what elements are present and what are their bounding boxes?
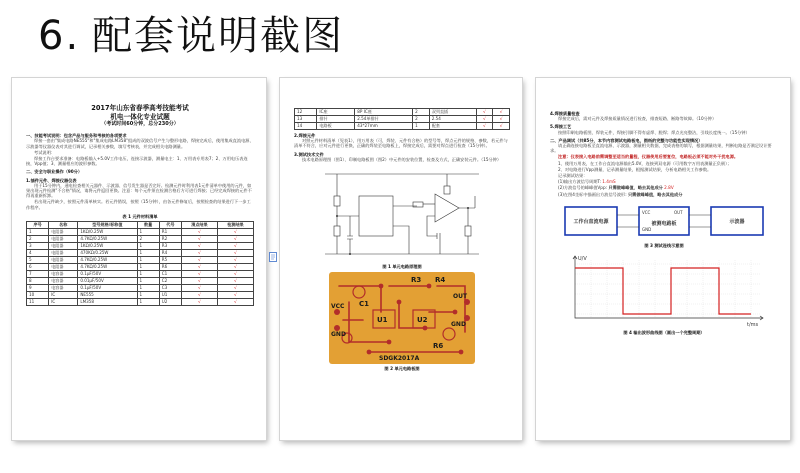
check-cell: √ — [181, 250, 217, 257]
table-cell: 8 — [27, 278, 49, 285]
check-cell: √ — [217, 264, 253, 271]
check-cell: √ — [217, 285, 253, 292]
question-3: (3)在图4坐标中描画出方波信号波形: 只需做峰峰值，略去其他成分 — [558, 191, 683, 197]
table-row — [27, 285, 254, 292]
figure-caption: 图 4 输出波形曲线图（画出一个完整周期） — [623, 330, 705, 336]
component-table — [26, 221, 254, 306]
table-header: 名称 — [49, 222, 78, 229]
pin-gnd-label: GND — [642, 226, 652, 232]
paragraph: 焊接完成后，需对元件及焊接质量情况进行检查，排查短路、断路等故障。（10分钟） — [558, 116, 717, 122]
waveform-plot — [561, 254, 767, 328]
table-cell: C3 — [159, 285, 181, 292]
table-cell: R5 — [159, 257, 181, 264]
table-cell: 电阻器 — [49, 243, 78, 250]
answer-vpp: 2.8V — [664, 185, 674, 191]
table-cell: 4.7KΩ/0.25W — [78, 257, 137, 264]
pin-out-label: OUT — [674, 209, 683, 215]
pcb-label-r3: R3 — [411, 276, 422, 285]
table-cell: 12 — [295, 109, 317, 116]
check-cell: √ — [217, 236, 253, 243]
answer-period: 1.4mS — [602, 179, 616, 185]
check-cell: √ — [181, 285, 217, 292]
table-cell: 1KΩ/0.25W — [78, 229, 137, 236]
check-cell: √ — [493, 109, 510, 116]
table-cell: 10 — [27, 292, 49, 299]
document-page-2 — [280, 78, 522, 440]
table-cell: 1 — [137, 257, 159, 264]
table-cell: 4.7KΩ/0.25W — [78, 264, 137, 271]
table-row — [295, 123, 510, 130]
section-heading: 2.焊接元件 — [294, 133, 316, 138]
table-cell: 电阻器 — [49, 229, 78, 236]
table-header: 型号规格/标称值 — [78, 222, 137, 229]
check-cell: √ — [217, 271, 253, 278]
table-cell: 电容器 — [49, 285, 78, 292]
table-row — [295, 116, 510, 123]
table-cell: 1 — [137, 264, 159, 271]
table-cell: 1 — [137, 271, 159, 278]
table-cell: 43*27mm — [355, 123, 413, 130]
section-heading: 二、产品调试（共85分，本节内容测试电路板电，图纸的完整与功能性实现情况） — [550, 137, 703, 143]
pcb-label-out: OUT — [453, 293, 468, 301]
table-cell: 配套 — [429, 123, 476, 130]
document-icon — [269, 252, 277, 262]
table-row — [27, 257, 254, 264]
table-cell: C1 — [159, 271, 181, 278]
table-cell: 4.7KΩ/0.25W — [78, 236, 137, 243]
table-cell: 1 — [137, 292, 159, 299]
box-power-label: 工作台直流电源 — [573, 218, 609, 225]
table-cell: 6 — [27, 264, 49, 271]
pcb-label-gnd: GND — [331, 331, 346, 339]
check-cell: √ — [217, 229, 253, 236]
box-scope-label: 示波器 — [729, 218, 745, 225]
table-cell: 3 — [27, 243, 49, 250]
table-row — [27, 299, 254, 306]
check-cell: √ — [476, 116, 493, 123]
pcb-label-r4: R4 — [435, 276, 446, 285]
table-cell: U2 — [159, 299, 181, 306]
pin-vcc-label: VCC — [642, 209, 651, 215]
slide-title — [38, 13, 345, 59]
table-cell: 1 — [137, 250, 159, 257]
check-cell: √ — [181, 271, 217, 278]
pcb-label-u2: U2 — [417, 316, 428, 325]
table-row — [27, 250, 254, 257]
table-cell: U1 — [159, 292, 181, 299]
paragraph: 技术电路原理图（图1）、印制电路板图（图2）中元件的安装位置，检查及方式，正确安装元件。（15分钟） — [302, 156, 502, 162]
check-cell: √ — [493, 116, 510, 123]
x-axis-label: t/ms — [747, 322, 759, 329]
table-cell: 11 — [27, 299, 49, 306]
check-cell: √ — [217, 299, 253, 306]
table-cell: 1 — [137, 285, 159, 292]
pcb-label-date: SDGK2017A — [379, 355, 420, 363]
check-cell: √ — [181, 243, 217, 250]
table-cell: 1KΩ/0.25W — [78, 243, 137, 250]
table-cell: IC座 — [317, 109, 355, 116]
paragraph: 考试说明： — [34, 149, 55, 155]
table-row — [27, 271, 254, 278]
check-cell: √ — [217, 243, 253, 250]
square-wave-trace — [575, 268, 751, 314]
check-cell: √ — [181, 278, 217, 285]
table-header: 代号 — [159, 222, 181, 229]
box-board-label: 被测电路板 — [651, 220, 677, 227]
document-page-3 — [536, 78, 790, 440]
table-cell: 0.1μF/50V — [78, 271, 137, 278]
figure-caption: 图 2 单元电路板图 — [384, 366, 420, 372]
table-cell: 1 — [137, 229, 159, 236]
figure-caption: 图 3 测试连线示意图 — [644, 242, 684, 248]
component-table-continued — [294, 108, 510, 130]
table-cell: 14 — [295, 123, 317, 130]
section-heading: 4.焊接质量检查 — [550, 111, 580, 116]
table-cell: R6 — [159, 264, 181, 271]
table-cell: R3 — [159, 243, 181, 250]
slide-title-text: 配套说明截图 — [92, 13, 345, 59]
table-header: 检测结果 — [217, 222, 253, 229]
check-cell: √ — [181, 264, 217, 271]
section-heading: 3.测试技术文件 — [294, 151, 324, 157]
table-cell: 电容器 — [49, 271, 78, 278]
check-cell: √ — [217, 278, 253, 285]
table-cell: 电路板 — [317, 123, 355, 130]
section-heading: 1.插件元件、焊接仪器仪表 — [26, 177, 77, 183]
warning-text: 注意：仪表接入电路前需调整至适当的量程，仪器使用后要复位，电路板必须不能对外干扰电源。 — [558, 154, 739, 160]
check-cell: √ — [476, 109, 493, 116]
pcb-label-c1: C1 — [359, 300, 370, 309]
paragraph: 请正确连接电路板至直流电源、示波器，测量相关数据，完成表格的填写，根据测量结果，判断电路是否满足设计要求。 — [550, 143, 772, 154]
table-header: 序号 — [27, 222, 49, 229]
table-row — [27, 278, 254, 285]
table-cell: 电阻器 — [49, 264, 78, 271]
table-row — [27, 229, 254, 236]
table-cell: C2 — [159, 278, 181, 285]
check-cell: √ — [493, 123, 510, 130]
check-cell: √ — [217, 257, 253, 264]
table-row — [295, 109, 510, 116]
document-page-1 — [12, 78, 266, 440]
paragraph: 焊接一套由"集成电路NE555"和"集成电路LM358"组成的双波信号产生与整形电路，焊接完成后，使用集成直流电源、示波器等仪器仪表对其进行调试，记录相关参数，填写考核表，并完成相关电路测量。 — [26, 138, 254, 149]
table-cell: 2 — [413, 109, 430, 116]
check-cell: √ — [476, 123, 493, 130]
table-cell: 1 — [137, 243, 159, 250]
table-cell: 0.01μF/50V — [78, 278, 137, 285]
table-cell: 电阻器 — [49, 250, 78, 257]
circuit-schematic — [317, 166, 487, 262]
paragraph: 用于15分钟内，通电检查相关元器件、示波器、信号发生器是否完好。检测元件时利用表1元件清单中使用的元件，如果出现元件检测"不合格"情况，请将元件返回更换。注意：每个元件须在检测合格后方可进行焊接；已经完成焊接的元件不得再重新拆卸。 — [26, 182, 252, 199]
table-cell: 1 — [27, 229, 49, 236]
paragraph: 记录测试结果： — [558, 173, 588, 179]
table-cell: 9 — [27, 285, 49, 292]
check-cell: √ — [181, 236, 217, 243]
pcb-layout-image — [329, 272, 475, 364]
check-cell: √ — [181, 299, 217, 306]
section-heading: 5.焊接工艺 — [550, 124, 572, 130]
section-heading: 一、技能考试说明：包含产品与服务和考核的各项要求 — [26, 133, 127, 139]
check-cell: √ — [181, 257, 217, 264]
table-cell: 7 — [27, 271, 49, 278]
paragraph: 焊接工作台要求准备：电路板输入+5.0V工作电压，连接示波器，测量电主：1、万用表专用表7；2、万用电压表连接，Vpp值；3、测量相应的波形参数。 — [26, 156, 248, 167]
connection-diagram — [561, 201, 767, 241]
pcb-label-gnd-right: GND — [451, 321, 466, 329]
table-cell: 1 — [413, 123, 430, 130]
table-cell: 13 — [295, 116, 317, 123]
table-cell: LM358 — [78, 299, 137, 306]
table-cell: NE555 — [78, 292, 137, 299]
table-cell: 2 — [27, 236, 49, 243]
table-row — [27, 236, 254, 243]
table-cell: 8P IC座 — [355, 109, 413, 116]
table-cell: R2 — [159, 236, 181, 243]
table-cell: 1 — [137, 278, 159, 285]
table-header: 清点结果 — [181, 222, 217, 229]
table-cell: 470KΩ/0.25W — [78, 250, 137, 257]
exam-title: 2017年山东省春季高考技能考试 机电一体化专业试题 — [91, 104, 189, 121]
figure-caption: 图 1 单元电路原理图 — [382, 264, 422, 270]
pcb-label-vcc: VCC — [331, 303, 345, 311]
table-cell: 4 — [27, 250, 49, 257]
check-cell: √ — [181, 229, 217, 236]
check-cell: √ — [181, 292, 217, 299]
table-cell: IC — [49, 292, 78, 299]
table-cell: 2 — [413, 116, 430, 123]
check-cell: √ — [217, 250, 253, 257]
question-2: (2)方波信号的峰峰值Vpp: 只需做峰峰值，略去其他成分 2.8V — [558, 185, 674, 191]
paragraph: 若出现元件缺少，按照元件清单核实。若元件错误，按照（15分钟），由各元件修复后，按照检查的结果进行下一步工作程序。 — [26, 199, 251, 210]
y-axis-label: U/V — [578, 256, 587, 263]
slide-number: 6. — [38, 13, 81, 59]
exam-subtitle: （考试时间60分钟，总分230分） — [101, 121, 179, 128]
paragraph: 2、对电路进行Vpp测量，记录测量结果，根据测试结果，分析电路相关工作参数。 — [558, 166, 712, 172]
table-row — [27, 292, 254, 299]
table-cell: 排针 — [317, 116, 355, 123]
table-cell: 2.54 — [429, 116, 476, 123]
table-cell: 电容器 — [49, 278, 78, 285]
table-cell: 双列直插 — [429, 109, 476, 116]
table-row — [27, 264, 254, 271]
table-caption: 表 1 元件材料清单 — [122, 213, 158, 219]
table-cell: 2.54单排针 — [355, 116, 413, 123]
table-cell: 1 — [137, 299, 159, 306]
table-cell: R1 — [159, 229, 181, 236]
table-row — [27, 243, 254, 250]
paragraph: 对照元件材料清单（见表1），用万用表（可，焊装、元件有合格）的型号等，焊点元件的规格、参数，若元件与清单不符合，应对元件进行更换，正确的焊装至电路板上，焊接完成后，需要对焊点进行检查（15分钟）。 — [294, 138, 508, 149]
question-1: (1)输出方波信号周期T: 1.4mS — [558, 179, 616, 185]
section-heading: 二、安全与职业操作（90分） — [26, 169, 83, 175]
table-cell: 0.1μF/50V — [78, 285, 137, 292]
table-cell: R4 — [159, 250, 181, 257]
table-cell: 2 — [137, 236, 159, 243]
table-header: 数量 — [137, 222, 159, 229]
table-cell: 电阻器 — [49, 236, 78, 243]
table-cell: 电阻器 — [49, 257, 78, 264]
paragraph: 按照印刷电路板图，焊装元件，焊接引脚不得有虚焊、脱焊；焊点光亮整洁，引线长度统一。（15分钟） — [558, 129, 750, 135]
table-cell: 5 — [27, 257, 49, 264]
pcb-label-r6: R6 — [433, 342, 444, 351]
table-cell: IC — [49, 299, 78, 306]
paragraph: 1、使用万用表，在工作台直流电源输出5.0V，连接到双电源（可用数字万用表测量正负极）； — [558, 160, 732, 166]
check-cell: √ — [217, 292, 253, 299]
pcb-label-u1: U1 — [377, 316, 388, 325]
